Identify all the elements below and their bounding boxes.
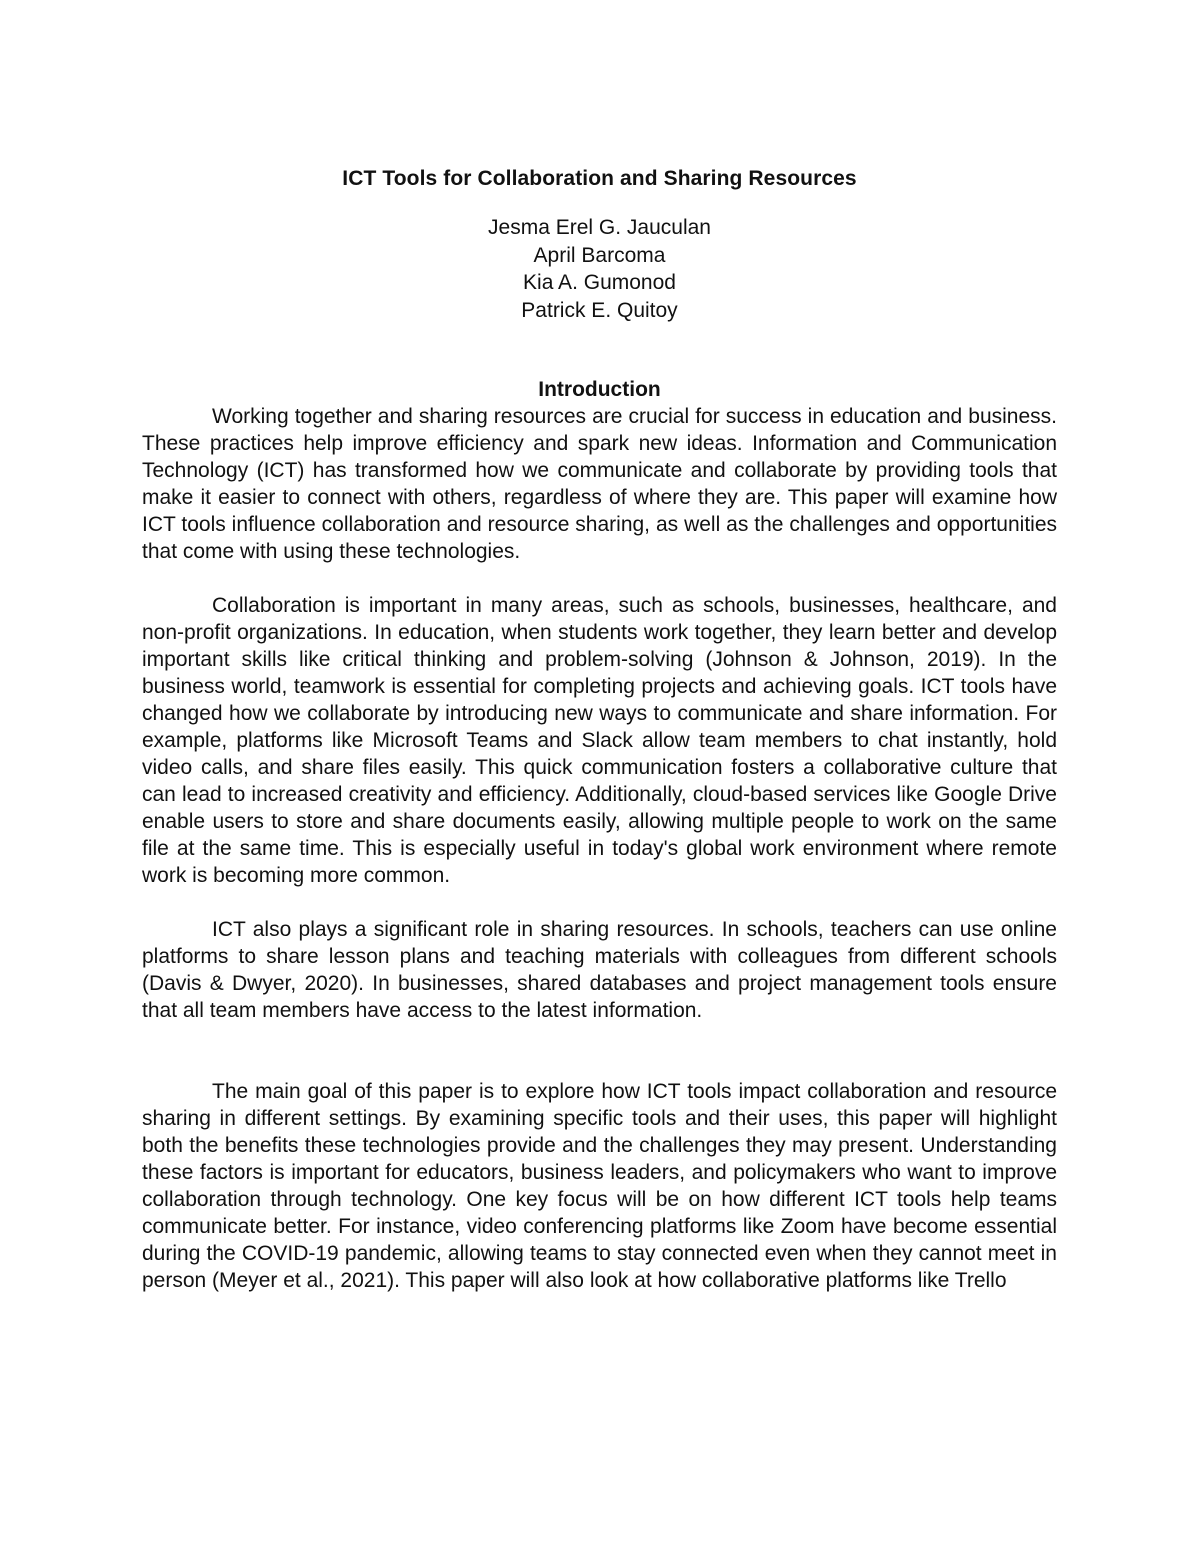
author-name: Jesma Erel G. Jauculan <box>488 216 711 239</box>
author-name: Patrick E. Quitoy <box>521 298 678 322</box>
body-paragraph: Collaboration is important in many areas, such as schools, businesses, healthcare, and non-profit organizations. In education, when students work together, they learn better and develop important skills like critical thinking and problem-solving (Johnson & Johnson, 2019). In the business world, teamwork is essential for completing projects and achieving goals. ICT tools have changed how we collaborate by introducing new ways to communicate and share information. For example, platforms like Microsoft Teams and Slack allow team members to chat instantly, hold video calls, and share files easily. This quick communication fosters a collaborative culture that can lead to increased creativity and efficiency. Additionally, cloud-based services like Google Drive enable users to store and share documents easily, allowing multiple people to work on the same file at the same time. This is especially useful in today's global work environment where remote work is becoming more common. <box>142 594 1057 887</box>
author-list <box>142 214 1057 324</box>
body-paragraph: ICT also plays a significant role in sharing resources. In schools, teachers can use online platforms to share lesson plans and teaching materials with colleagues from different schools (Davis & Dwyer, 2020). In businesses, shared databases and project management tools ensure that all team members have access to the latest information. <box>142 918 1057 1022</box>
body-paragraph: The main goal of this paper is to explore how ICT tools impact collaboration and resource sharing in different settings. By examining specific tools and their uses, this paper will highlight both the benefits these technologies provide and the challenges they may present. Understanding these factors is important for educators, business leaders, and policymakers who want to improve collaboration through technology. One key focus will be on how different ICT tools help teams communicate better. For instance, video conferencing platforms like Zoom have become essential during the COVID-19 pandemic, allowing teams to stay connected even when they cannot meet in person (Meyer et al., 2021). This paper will also look at how collaborative platforms like Trello <box>142 1080 1057 1292</box>
author-name: April Barcoma <box>533 243 666 267</box>
author-name: Kia A. Gumonod <box>523 271 676 294</box>
document-content <box>142 164 1057 1294</box>
section-heading-introduction: Introduction <box>538 378 661 401</box>
body-paragraph: Working together and sharing resources are crucial for success in education and business. These practices help improve efficiency and spark new ideas. Information and Communication Technology (ICT) has transformed how we communicate and collaborate by providing tools that make it easier to connect with others, regardless of where they are. This paper will examine how ICT tools influence collaboration and resource sharing, as well as the challenges and opportunities that come with using these technologies. <box>142 405 1057 563</box>
document-title: ICT Tools for Collaboration and Sharing Resources <box>342 167 857 190</box>
